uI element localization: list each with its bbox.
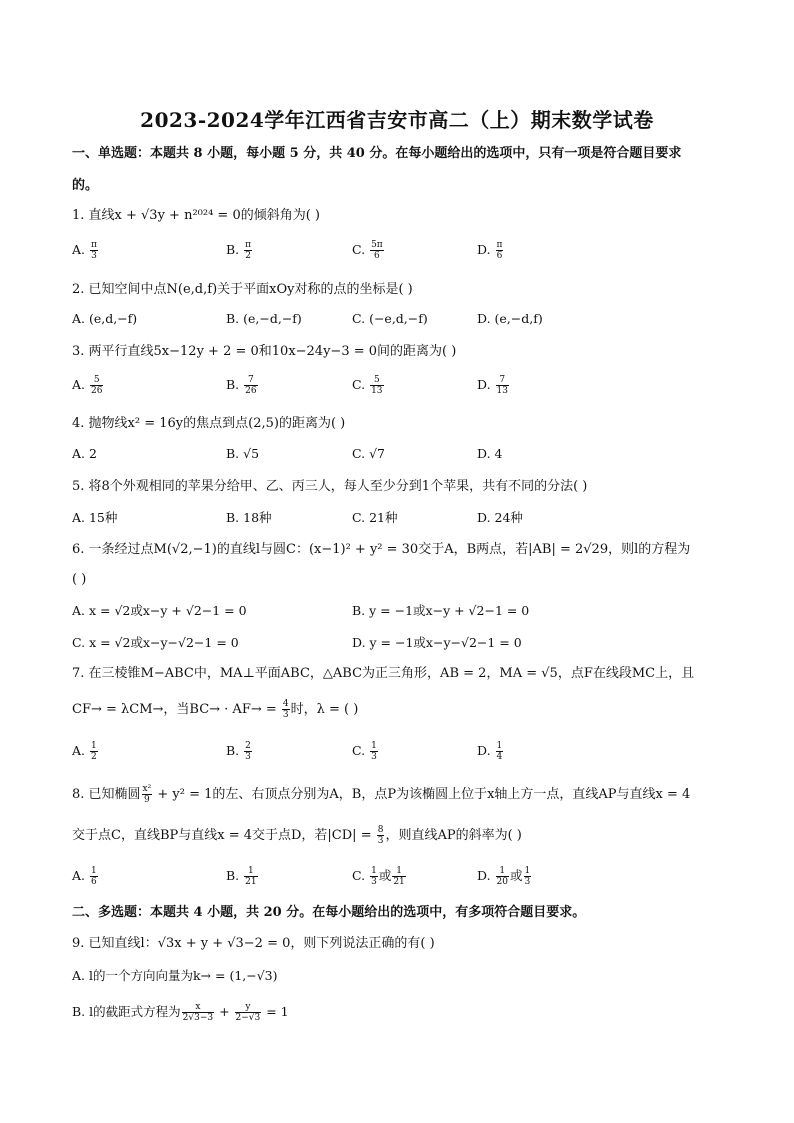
fraction: $\frac{1}{2}$ (91, 741, 97, 762)
q8-option-d: D. $\frac{1}{20}$ 或 $\frac{1}{3}$ (477, 866, 531, 887)
q1-option-a (72, 240, 99, 261)
option-label: A. (72, 242, 86, 257)
section2-heading: 二、多选题：本题共 4 小题，共 20 分。在每小题给出的选项中，有多项符合题目要求。 (72, 905, 586, 920)
option-label: B. (226, 743, 240, 758)
fraction: $\frac{1}{4}$ (496, 741, 503, 762)
q7-stem: 7. 在三棱锥M−ABC中，MA⊥平面ABC，△ABC为正三角形，AB = 2，MA = √5，点F在线段MC上，且 (72, 666, 695, 681)
q8-option-c: C. $\frac{1}{3}$ 或 $\frac{1}{21}$ (352, 866, 405, 887)
option-label: C. (352, 868, 366, 883)
option-label: D. (477, 242, 491, 257)
option-label: A. (72, 377, 86, 392)
q8-option-b (226, 866, 259, 887)
q1-option-b (226, 240, 253, 261)
option-label: A. (72, 743, 86, 758)
section1-heading-line1: 一、单选题：本题共 8 小题，每小题 5 分，共 40 分。在每小题给出的选项中，只有一项是符合题目要求 (72, 146, 682, 161)
page-title: 2023-2024学年江西省吉安市高二（上）期末数学试卷 (140, 108, 654, 132)
fraction: $\frac{1}{21}$ (245, 866, 257, 887)
q5-stem: 5. 将8个外观相同的苹果分给甲、乙、丙三人，每人至少分到1个苹果，共有不同的分法( ) (72, 479, 588, 494)
option-label: A. (72, 868, 86, 883)
fraction: $\frac{1}{3}$ (371, 741, 377, 762)
option-label: B. (226, 377, 240, 392)
q2-option-c: C. (−e,d,−f) (352, 311, 428, 326)
fraction: $\frac{y}{2-√3}$ (235, 1002, 261, 1023)
q4-option-d: D. 4 (477, 446, 503, 461)
q7-option-c (352, 741, 379, 762)
q7-option-d (477, 741, 504, 762)
q8-stem-line2: 交于点C，直线BP与直线x = 4交于点D，若|CD| = $\frac{8}{3}$ ，则直线AP的斜率为( ) (72, 825, 522, 846)
option-label: C. (352, 377, 366, 392)
fraction: $\frac{1}{21}$ (393, 866, 405, 887)
q7-option-b (226, 741, 253, 762)
q5-option-a: A. 15种 (72, 510, 118, 525)
q1-stem: 1. 直线x + √3y + n²⁰²⁴ = 0的倾斜角为( ) (72, 208, 321, 223)
fraction: $\frac{4}{3}$ (282, 699, 289, 720)
q4-option-b: B. √5 (226, 446, 260, 461)
fraction: $\frac{1}{20}$ (496, 866, 508, 887)
fraction: $\frac{8}{3}$ (377, 825, 384, 846)
fraction: $\frac{1}{6}$ (91, 866, 97, 887)
q4-option-a: A. 2 (72, 446, 97, 461)
q6-option-d: D. y = −1或x−y−√2−1 = 0 (352, 635, 522, 650)
q2-option-b: B. (e,−d,−f) (226, 311, 302, 326)
q4-option-c: C. √7 (352, 446, 385, 461)
q5-option-c: C. 21种 (352, 510, 398, 525)
fraction: $\frac{5\pi}{6}$ (371, 240, 383, 261)
q6-option-b: B. y = −1或x−y + √2−1 = 0 (352, 603, 530, 618)
q9-option-a: A. l的一个方向向量为k→ = (1,−√3) (72, 968, 278, 983)
q2-stem: 2. 已知空间中点N(e,d,f)关于平面xOy对称的点的坐标是( ) (72, 282, 413, 297)
q7-stem-line2: CF→ = λCM→，当BC→ · AF→ = $\frac{4}{3}$ 时，λ = ( ) (72, 699, 359, 720)
option-label: C. (352, 743, 366, 758)
q2-option-d: D. (e,−d,f) (477, 311, 543, 326)
q3-option-d (477, 375, 510, 396)
fraction: $\frac{7}{13}$ (496, 375, 508, 396)
fraction: $\frac{\text{x²}}{9}$ (142, 784, 152, 805)
fraction: $\frac{5}{13}$ (371, 375, 383, 396)
q1-option-c (352, 240, 385, 261)
fraction: $\frac{7}{26}$ (245, 375, 257, 396)
q1-option-d (477, 240, 504, 261)
fraction: $\frac{\pi}{6}$ (496, 240, 503, 261)
section1-heading-line2: 的。 (72, 178, 99, 193)
fraction: $\frac{2}{3}$ (245, 741, 251, 762)
q5-option-b: B. 18种 (226, 510, 272, 525)
fraction: $\frac{1}{3}$ (524, 866, 531, 887)
q5-option-d: D. 24种 (477, 510, 523, 525)
q6-stem: 6. 一条经过点M(√2,−1)的直线l与圆C：(x−1)² + y² = 30交于A，B两点，若|AB| = 2√29，则l的方程为 (72, 542, 691, 557)
q9-stem: 9. 已知直线l：√3x + y + √3−2 = 0，则下列说法正确的有( ) (72, 936, 435, 951)
q3-option-c (352, 375, 385, 396)
q6-stem-answer-parens: ( ) (72, 572, 87, 587)
option-label: D. (477, 868, 491, 883)
fraction: $\frac{x}{2√3-3}$ (182, 1002, 214, 1023)
q9-option-b: B. l的截距式方程为 $\frac{x}{2√3-3}$ + $\frac{y}{2-√3}$ = 1 (72, 1002, 289, 1023)
q3-stem: 3. 两平行直线5x−12y + 2 = 0和10x−24y−3 = 0间的距离为( ) (72, 344, 457, 359)
fraction: $\frac{\pi}{2}$ (245, 240, 252, 261)
fraction: $\frac{5}{26}$ (91, 375, 103, 396)
fraction: $\frac{\pi}{3}$ (91, 240, 97, 261)
option-label: B. (226, 868, 240, 883)
q7-option-a (72, 741, 99, 762)
q8-stem: 8. 已知椭圆 $\frac{\text{x²}}{9}$ + y² = 1的左、右顶点分别为A，B，点P为该椭圆上位于x轴上方一点，直线AP与直线x = 4 (72, 784, 691, 805)
q3-option-a (72, 375, 104, 396)
q2-option-a: A. (e,d,−f) (72, 311, 138, 326)
q6-option-a: A. x = √2或x−y + √2−1 = 0 (72, 603, 247, 618)
fraction: $\frac{1}{3}$ (371, 866, 377, 887)
option-label: D. (477, 377, 491, 392)
q6-option-c: C. x = √2或x−y−√2−1 = 0 (72, 635, 239, 650)
q8-option-a (72, 866, 99, 887)
q3-option-b (226, 375, 259, 396)
q4-stem: 4. 抛物线x² = 16y的焦点到点(2,5)的距离为( ) (72, 416, 346, 431)
option-label: D. (477, 743, 491, 758)
option-label: C. (352, 242, 366, 257)
option-label: B. (226, 242, 240, 257)
